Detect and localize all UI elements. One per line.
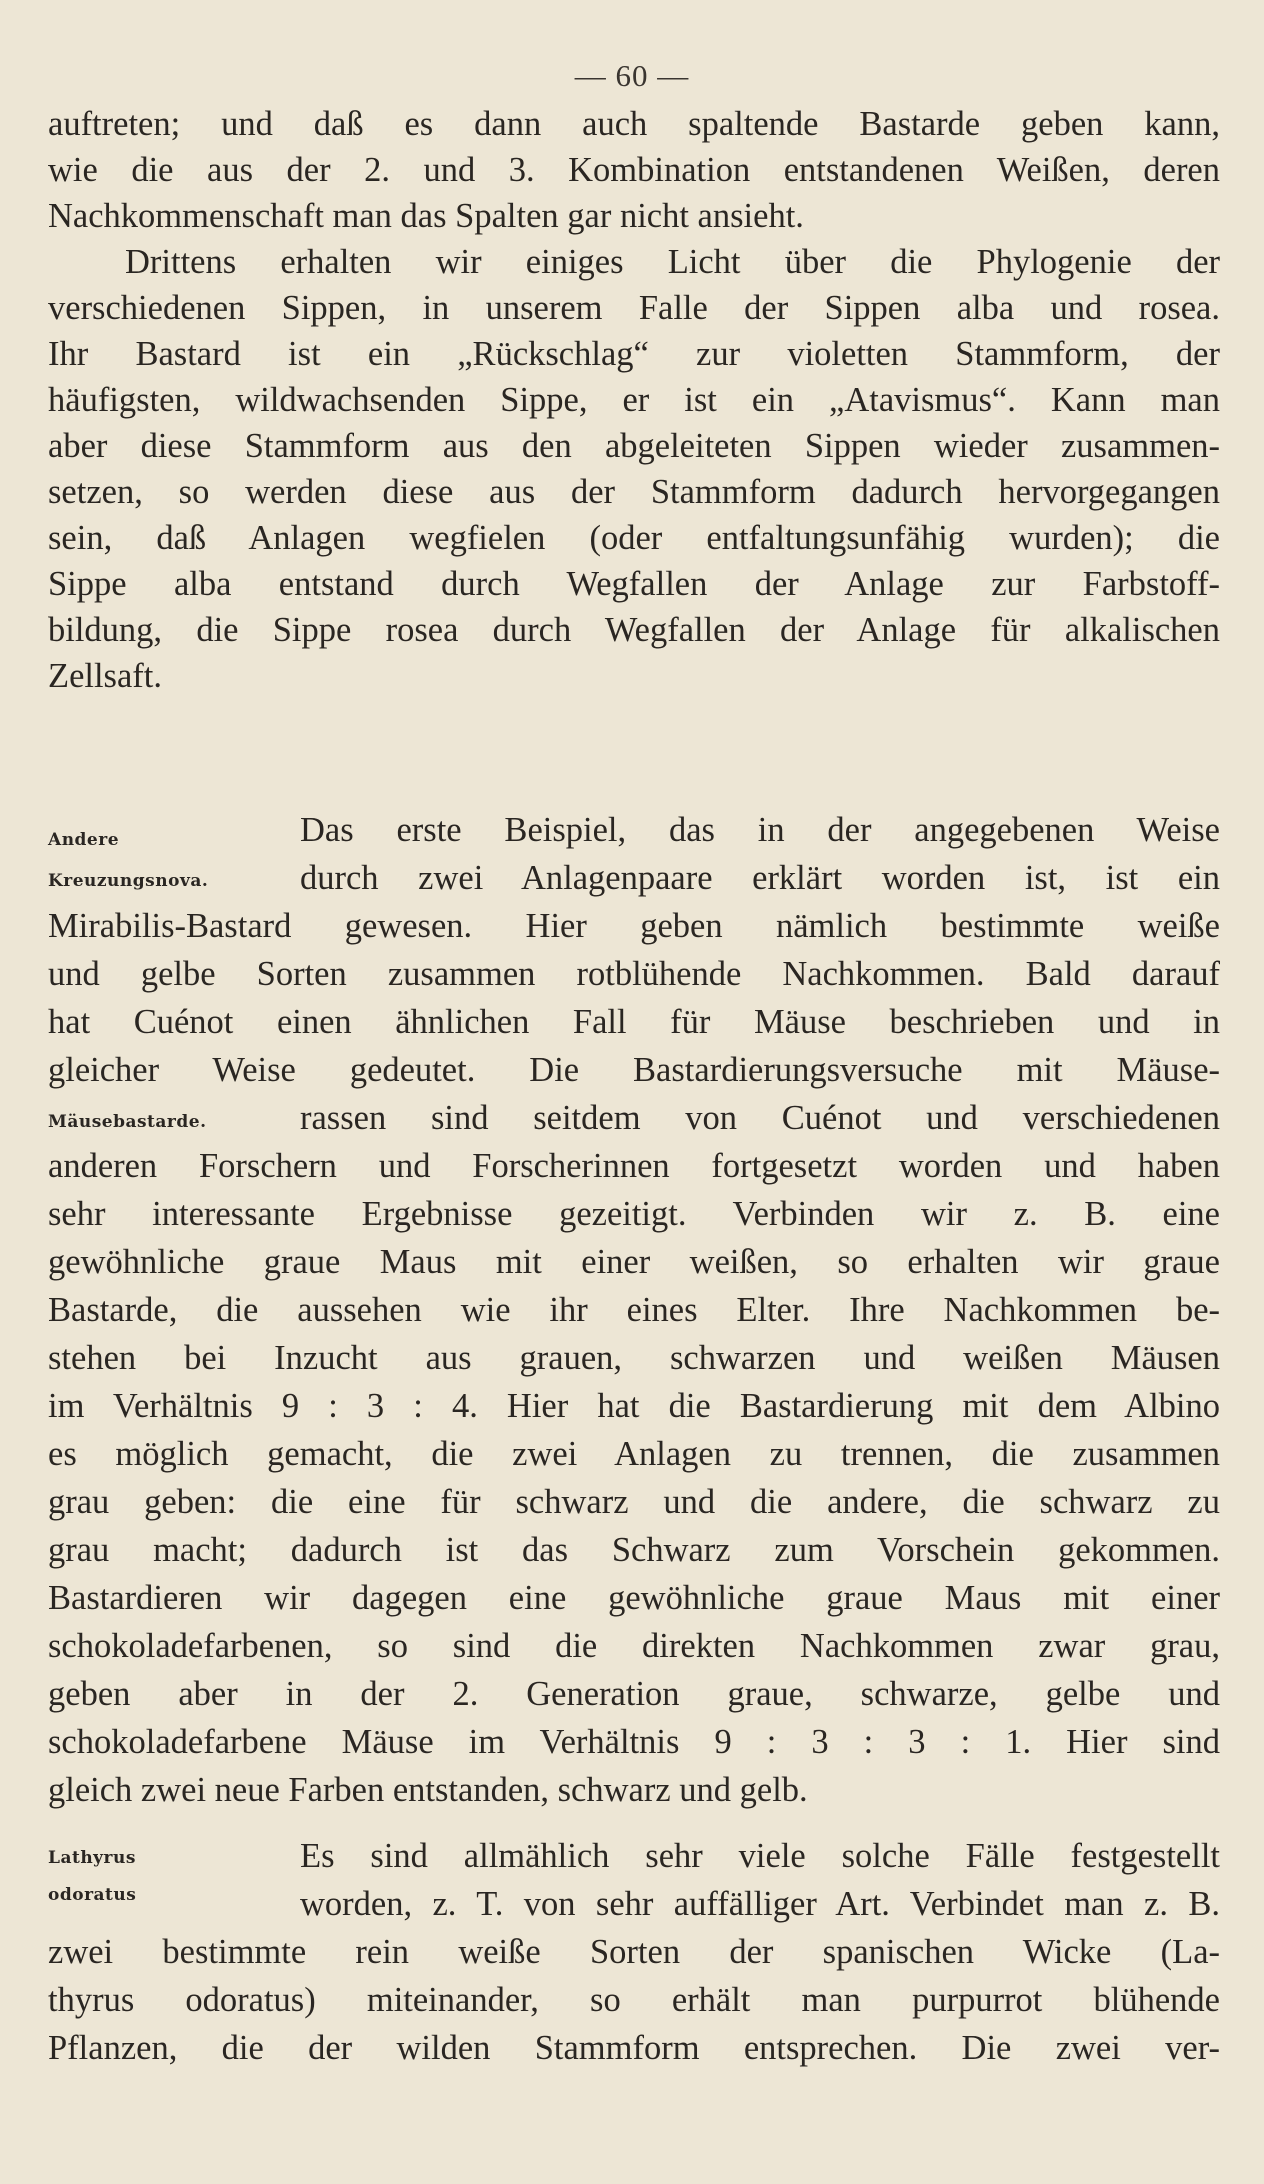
text-line: worden, z. T. von sehr auffälliger Art. Verbindet man z. B. (300, 1885, 1220, 1923)
text-line: sehr interessante Ergebnisse gezeitigt. Verbinden wir z. B. eine (48, 1195, 1220, 1233)
text-line: stehen bei Inzucht aus grauen, schwarzen und weißen Mäusen (48, 1339, 1220, 1377)
margin-note-odoratus: odoratus (48, 1885, 137, 1905)
text-line: Bastardieren wir dagegen eine gewöhnliche graue Maus mit einer (48, 1579, 1220, 1617)
text-line: Zellsaft. (48, 657, 162, 695)
text-line: thyrus odoratus) miteinander, so erhält man purpurrot blühende (48, 1981, 1220, 2019)
margin-note-mausebastarde: Mäusebastarde. (48, 1112, 207, 1132)
text-line: schokoladefarbene Mäuse im Verhältnis 9 : 3 : 3 : 1. Hier sind (48, 1723, 1220, 1761)
text-line: gewöhnliche graue Maus mit einer weißen, so erhalten wir graue (48, 1243, 1220, 1281)
text-line: aber diese Stammform aus den abgeleiteten Sippen wieder zusammen- (48, 427, 1220, 465)
text-line: zwei bestimmte rein weiße Sorten der spanischen Wicke (La- (48, 1933, 1220, 1971)
text-line: geben aber in der 2. Generation graue, schwarze, gelbe und (48, 1675, 1220, 1713)
text-line: setzen, so werden diese aus der Stammform dadurch hervorgegangen (48, 473, 1220, 511)
text-line: wie die aus der 2. und 3. Kombination entstandenen Weißen, deren (48, 151, 1220, 189)
margin-note-andere: Andere (48, 830, 120, 850)
text-line: Es sind allmählich sehr viele solche Fälle festgestellt (300, 1837, 1220, 1875)
text-line: Bastarde, die aussehen wie ihr eines Elter. Ihre Nachkommen be- (48, 1291, 1220, 1329)
text-line: schokoladefarbenen, so sind die direkten Nachkommen zwar grau, (48, 1627, 1220, 1665)
text-line: anderen Forschern und Forscherinnen fortgesetzt worden und haben (48, 1147, 1220, 1185)
text-line: gleicher Weise gedeutet. Die Bastardierungsversuche mit Mäuse- (48, 1051, 1220, 1089)
text-line: häufigsten, wildwachsenden Sippe, er ist ein „Atavismus“. Kann man (48, 381, 1220, 419)
text-line: und gelbe Sorten zusammen rotblühende Nachkommen. Bald darauf (48, 955, 1220, 993)
text-line: es möglich gemacht, die zwei Anlagen zu trennen, die zusammen (48, 1435, 1220, 1473)
text-line: Pflanzen, die der wilden Stammform entsprechen. Die zwei ver- (48, 2029, 1220, 2067)
text-line: grau macht; dadurch ist das Schwarz zum Vorschein gekommen. (48, 1531, 1220, 1569)
text-line: auftreten; und daß es dann auch spaltende Bastarde geben kann, (48, 105, 1220, 143)
text-line: verschiedenen Sippen, in unserem Falle der Sippen alba und rosea. (48, 289, 1220, 327)
text-line: Nachkommenschaft man das Spalten gar nicht ansieht. (48, 197, 804, 235)
page-number: — 60 — (574, 58, 690, 93)
text-line: Mirabilis-Bastard gewesen. Hier geben nämlich bestimmte weiße (48, 907, 1220, 945)
text-line: durch zwei Anlagenpaare erklärt worden ist, ist ein (300, 859, 1220, 897)
text-line: bildung, die Sippe rosea durch Wegfallen der Anlage für alkalischen (48, 611, 1220, 649)
text-line: Das erste Beispiel, das in der angegebenen Weise (300, 811, 1220, 849)
text-line: hat Cuénot einen ähnlichen Fall für Mäuse beschrieben und in (48, 1003, 1220, 1041)
text-line: Drittens erhalten wir einiges Licht über die Phylogenie der (125, 243, 1220, 281)
text-line: grau geben: die eine für schwarz und die andere, die schwarz zu (48, 1483, 1220, 1521)
text-line: Sippe alba entstand durch Wegfallen der Anlage zur Farbstoff- (48, 565, 1220, 603)
text-line: im Verhältnis 9 : 3 : 4. Hier hat die Bastardierung mit dem Albino (48, 1387, 1220, 1425)
text-line: sein, daß Anlagen wegfielen (oder entfaltungsunfähig wurden); die (48, 519, 1220, 557)
text-line: gleich zwei neue Farben entstanden, schwarz und gelb. (48, 1771, 808, 1809)
text-line: Ihr Bastard ist ein „Rückschlag“ zur violetten Stammform, der (48, 335, 1220, 373)
margin-note-kreuzungsnova: Kreuzungsnova. (48, 871, 209, 891)
margin-note-lathyrus: Lathyrus (48, 1848, 136, 1868)
text-line: rassen sind seitdem von Cuénot und verschiedenen (300, 1099, 1220, 1137)
